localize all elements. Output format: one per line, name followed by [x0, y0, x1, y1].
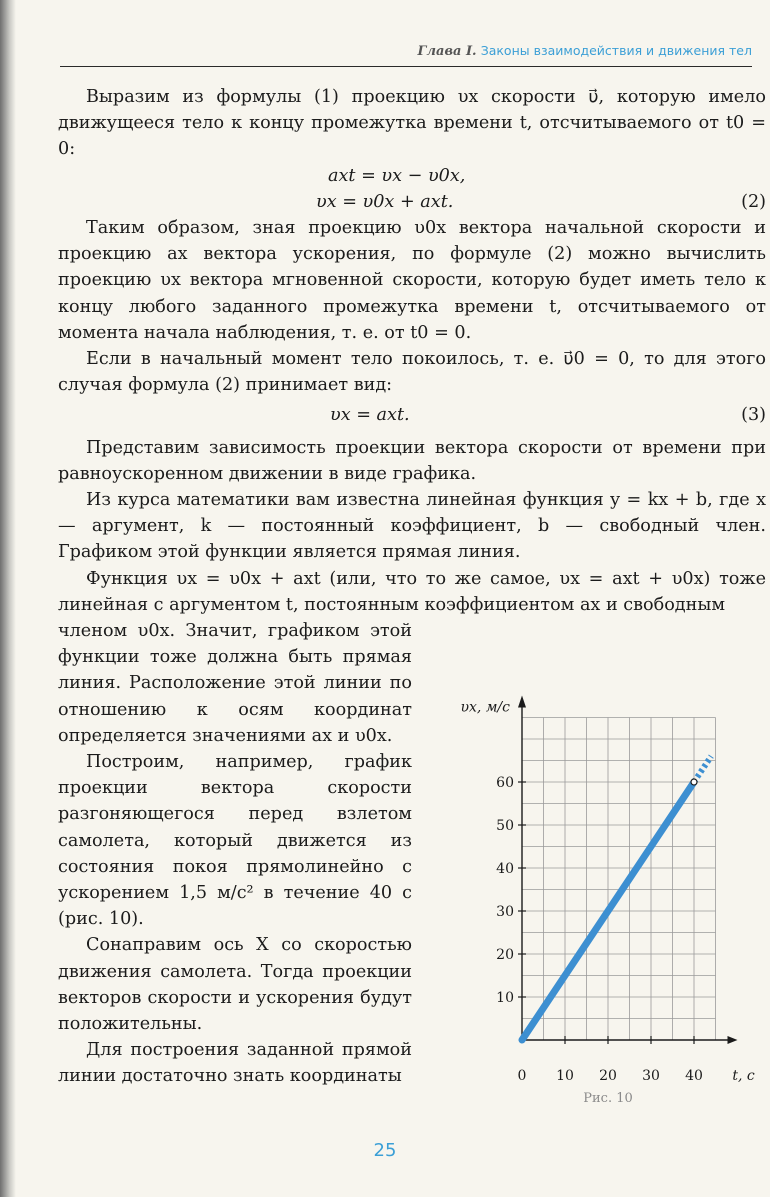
x-tick-label: 40 — [685, 1068, 703, 1084]
paragraph-5: Из курса математики вам известна линейная функция y = kx + b, где x — аргумент, k — постоянный коэффициент, b — свободный член. Графиком этой функции является прямая линия. — [58, 490, 766, 563]
formula-2-number: (2) — [741, 191, 766, 212]
x-tick-label: 0 — [517, 1068, 527, 1084]
x-axis-label: t, с — [732, 1068, 755, 1084]
figure-10 — [456, 630, 770, 1106]
x-tick-label: 20 — [599, 1068, 617, 1084]
paragraph-8: Сонаправим ось X со скоростью движения самолета. Тогда проекции векторов скорости и ускорения будут положительны. — [58, 935, 412, 1035]
formula-1-text: axt = υx − υ0x, — [328, 165, 466, 186]
paragraph-6a: Функция υx = υ0x + axt (или, что то же самое, υx = axt + υ0x) тоже линейная с аргументом t, постоянным коэффициентом ax и свободным — [58, 568, 766, 615]
y-axis-arrow — [518, 696, 526, 708]
page-number: 25 — [373, 1140, 397, 1161]
formula-3-number: (3) — [741, 405, 766, 426]
narrow-column — [58, 618, 412, 1090]
formula-2 — [58, 189, 766, 215]
paragraph-7: Построим, например, график проекции вектора скорости разгоняющегося перед взлетом самолета, который движется из состояния покоя прямолинейно с ускорением 1,5 м/с² в течение 40 с (рис. 10). — [58, 752, 412, 930]
paragraph-9: Для построения заданной прямой линии достаточно знать координаты — [58, 1040, 412, 1087]
velocity-chart — [456, 630, 770, 1106]
paragraph-2: Таким образом, зная проекцию υ0x вектора начальной скорости и проекцию ax вектора ускорения, по формуле (2) можно вычислить проекцию υx вектора мгновенной скорости, которую будет иметь тело к концу любого заданного промежутка времени t, отсчитываемого от момента начала наблюдения, т. е. от t0 = 0. — [58, 217, 766, 343]
paragraph-4: Представим зависимость проекции вектора скорости от времени при равноускоренном движении в виде графика. — [58, 437, 766, 484]
series-extension-dashed — [694, 756, 711, 782]
formula-3 — [58, 402, 766, 428]
formula-3-text: υx = axt. — [330, 405, 410, 426]
x-axis-arrow — [728, 1036, 738, 1044]
paragraph-3: Если в начальный момент тело покоилось, т. е. υ⃗0 = 0, то для этого случая формула (2) принимает вид: — [58, 349, 766, 396]
y-tick-label: 50 — [496, 818, 514, 834]
running-header — [60, 40, 752, 67]
chapter-title: Законы взаимодействия и движения тел — [480, 43, 752, 58]
paragraph-6b: членом υ0x. Значит, графиком этой функции тоже должна быть прямая линия. Расположение этой линии по отношению к осям координат определяется значениями ax и υ0x. — [58, 621, 412, 746]
x-tick-label: 10 — [556, 1068, 574, 1084]
figure-caption: Рис. 10 — [583, 1091, 633, 1106]
y-tick-label: 40 — [496, 861, 514, 877]
formula-2-text: υx = υ0x + axt. — [316, 191, 454, 212]
paragraph-1: Выразим из формулы (1) проекцию υx скорости υ⃗, которую имело движущееся тело к концу промежутка времени t, отсчитываемого от t0 = 0: — [58, 87, 766, 160]
page-binding-shadow — [0, 0, 16, 1197]
formula-1 — [58, 163, 766, 189]
y-axis-label: υx, м/с — [460, 699, 510, 716]
data-point — [691, 779, 697, 785]
y-tick-label: 20 — [496, 947, 514, 963]
y-tick-label: 30 — [496, 904, 514, 920]
x-tick-label: 30 — [642, 1068, 660, 1084]
chapter-label: Глава I. — [417, 44, 477, 59]
y-tick-label: 10 — [496, 990, 514, 1006]
y-tick-label: 60 — [496, 775, 514, 791]
